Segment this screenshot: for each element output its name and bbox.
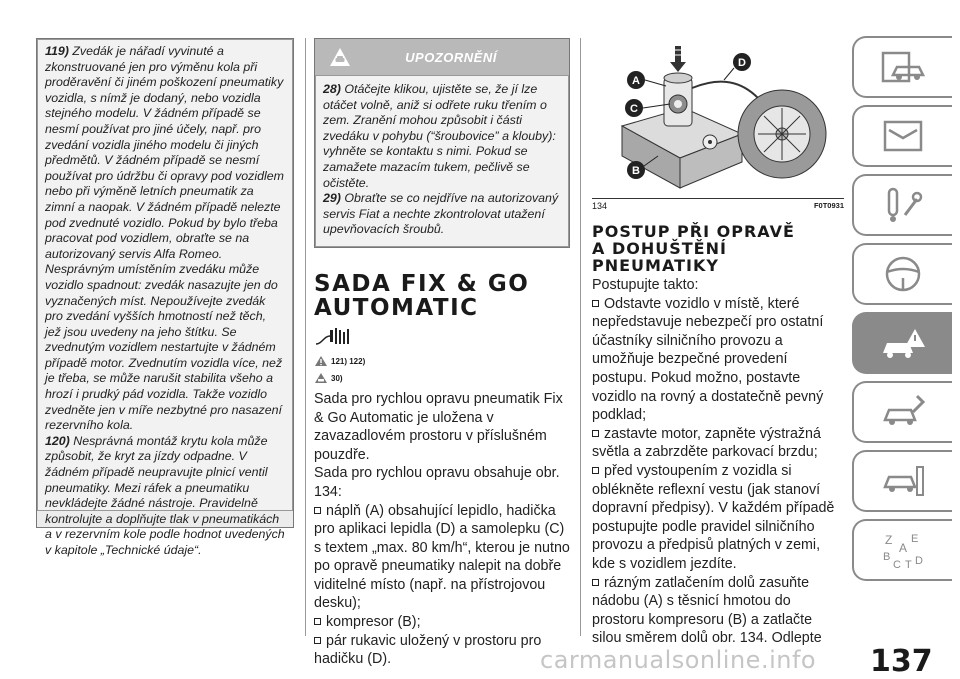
- note-number: 119): [45, 44, 69, 58]
- label-c: C: [630, 103, 638, 115]
- car-manual-icon: [879, 47, 927, 87]
- index-letters-icon: [879, 530, 927, 570]
- note-text: Otáčejte klikou, ujistěte se, že jí lze otáčet volně, aniž si odřete ruku třením o zem. Zranění mohou způsobit i části zvedáku v pohybu (“šroubovice” a klouby): vyhněte se kontaktu s nimi. Pokud se zamažete mazacím tukem, pečlivě se očistěte.: [323, 82, 556, 190]
- note-number: 29): [323, 191, 341, 206]
- bullet-square: [314, 618, 321, 625]
- tab-index[interactable]: [852, 519, 952, 581]
- index-letter: E: [911, 533, 919, 545]
- bullet-square: [592, 300, 599, 307]
- upozorneni-content: [315, 75, 569, 247]
- tab-steering-wheel[interactable]: [852, 243, 952, 305]
- column-divider: [305, 38, 306, 636]
- index-letter: B: [883, 551, 891, 563]
- note-119: [45, 44, 285, 434]
- upozorneni-title: UPOZORNĚNÍ: [405, 49, 497, 65]
- warning-triangle-icon: [314, 355, 328, 367]
- steering-wheel-icon: [879, 254, 927, 294]
- repair-body: [592, 276, 844, 648]
- figure-134: [592, 38, 844, 199]
- refs-row-b: [314, 370, 570, 387]
- upozorneni-header: [315, 39, 569, 75]
- note-120: [45, 434, 285, 559]
- fix-go-body: [314, 390, 570, 669]
- tab-key-safety[interactable]: [852, 174, 952, 236]
- wrench-car-icon: [879, 392, 927, 432]
- upozorneni-box: [314, 38, 570, 248]
- list-item: [592, 425, 844, 462]
- index-letter: Z: [885, 533, 893, 547]
- middle-column: [314, 38, 570, 669]
- bullet-square: [314, 637, 321, 644]
- tab-dashboard[interactable]: [852, 105, 952, 167]
- note-28: [323, 82, 561, 191]
- figure-number: 134: [592, 201, 608, 211]
- index-letter: C: [893, 559, 901, 570]
- list-text: pár rukavic uložený v prostoru pro hadičku (D).: [314, 632, 542, 668]
- label-b: B: [632, 165, 640, 177]
- title-line: AUTOMATIC: [314, 294, 479, 321]
- figure-caption: [592, 201, 844, 211]
- list-item: [592, 574, 844, 648]
- paragraph: Sada pro rychlou opravu pneumatik Fix & Go Automatic je uložena v zavazadlovém prostoru v příslušném pouzdře.: [314, 390, 563, 463]
- title-line: POSTUP PŘI OPRAVĚ: [592, 222, 795, 241]
- bullet-square: [592, 430, 599, 437]
- dashboard-gauge-icon: [879, 116, 927, 156]
- tab-emergency[interactable]: [852, 312, 952, 374]
- note-number: 28): [323, 82, 341, 96]
- list-text: kompresor (B);: [326, 614, 421, 631]
- left-column: [36, 38, 294, 557]
- bullet-square: [314, 507, 321, 514]
- tab-car-manual[interactable]: [852, 36, 952, 98]
- title-line: A DOHUŠTĚNÍ: [592, 239, 727, 258]
- figure-code: F0T0931: [813, 201, 844, 210]
- label-a: A: [632, 75, 640, 87]
- tab-specs[interactable]: [852, 450, 952, 512]
- list-item: [314, 502, 570, 614]
- bullet-square: [592, 467, 599, 474]
- list-item: [314, 613, 570, 632]
- section-title-repair: [592, 223, 844, 274]
- title-line: SADA FIX & GO: [314, 270, 530, 297]
- list-text: rázným zatlačením dolů zasuňte nádobu (A) s těsnicí hmotou do prostoru kompresoru (B) a zatlačte silou směrem dolů obr. 134. Odlepte: [592, 574, 822, 647]
- tab-maintenance[interactable]: [852, 381, 952, 443]
- fix-and-go-kit-illustration: [592, 38, 844, 198]
- title-line: PNEUMATIKY: [592, 256, 719, 275]
- warning-notes-box: [36, 38, 294, 557]
- list-text: zastavte motor, zapněte výstražná světla a zabrzděte parkovací brzdu;: [592, 425, 821, 461]
- index-letter: T: [905, 559, 912, 570]
- note-text: Nesprávná montáž krytu kola může způsobit, že kryt za jízdy odpadne. V žádném případě neupravujte plnicí ventil pneumatiky. Mezi ráfek a pneumatiku nevkládejte žádné nástroje. Pravidelně kontrolujte a doplňujte tlak v pneumatikách a v rezervním kole podle hodnot uvedených v kapitole „Technické údaje“.: [45, 433, 285, 557]
- watermark: carmanualsonline.info: [540, 646, 817, 674]
- right-column: [592, 38, 844, 648]
- warning-notes-content: [37, 39, 293, 557]
- chapter-tabs: [852, 36, 960, 588]
- emergency-car-icon: [879, 323, 927, 363]
- label-d: D: [738, 57, 746, 69]
- refs-text: 121) 122): [331, 356, 366, 366]
- bullet-square: [592, 579, 599, 586]
- paragraph: Postupujte takto:: [592, 277, 699, 293]
- note-number: 120): [45, 433, 70, 448]
- list-item: [592, 295, 844, 425]
- note-29: [323, 191, 561, 238]
- index-letter: D: [915, 555, 923, 567]
- refs-row-a: [314, 353, 570, 370]
- key-safety-icon: [879, 185, 927, 225]
- list-text: před vystoupením z vozidla si oblékněte reflexní vestu (jak stanoví dopravní předpisy). V každém případě postupujte podle pravidel silničního provozu a předpisů platných v zemi, kde s vozidlem jezdíte.: [592, 462, 835, 572]
- list-text: Odstavte vozidlo v místě, které nepředstavuje nebezpečí pro ostatní účastníky silničního provozu a umožňuje bezpečné provedení postupu. Pokud možno, postavte vozidlo na rovný a dostatečně pevný podklad;: [592, 295, 824, 424]
- caution-car-icon: [314, 372, 328, 384]
- warning-car-icon: [329, 47, 351, 67]
- column-divider: [580, 38, 581, 636]
- section-title-fix-go: [314, 272, 570, 320]
- page-number: 137: [870, 644, 933, 679]
- index-letter: A: [899, 541, 908, 555]
- list-item: [592, 462, 844, 574]
- list-text: náplň (A) obsahující lepidlo, hadička pro aplikaci lepidla (D) a samolepku (C) s textem „max. 80 km/h“, kterou je nutno po opravě pneumatiky nalepit na dobře viditelné místo (např. na přístrojovou desku);: [314, 502, 570, 612]
- note-text: Obraťte se co nejdříve na autorizovaný servis Fiat a nechte zkontrolovat utažení upevňovacích šroubů.: [323, 191, 559, 237]
- list-item: [314, 632, 570, 669]
- refs-text: 30): [331, 373, 343, 383]
- specs-car-icon: [879, 461, 927, 501]
- tyre-kit-icon: [314, 326, 354, 348]
- note-text: Zvedák je nářadí vyvinuté a zkonstruované jen pro výměnu kola při proděravění či jiném poškození pneumatiky vozidla, s nímž je dodaný, nebo vozidla stejného modelu. V žádném případě se nesmí používat pro jiné účely, např. pro zvedání vozidla jiného modelu či jiných předmětů. V žádném případě se nesmí používat pro údržbu či opravy pod vozidlem nebo při výměně letních pneumatik za zimní a naopak. V žádném případě nelezte pod zvednuté vozidlo. Pokud by bylo třeba pracovat pod vozidlem, obraťte se na autorizovaný servis Alfa Romeo. Nesprávným umístěním zvedáku může vozidlo spadnout: zvedák nasazujte jen do vyznačených míst. Nepoužívejte zvedák pro zvedání vyšších hmotností než těch, jež jsou uvedeny na jeho štítku. Se zvednutým vozidlem nestartujte v žádném případě motor. Zvednutím vozidla více, než je třeba, se může narušit stabilita všeho a hrozí i prudký pád vozidla. Takže vozidlo zvedněte jen v míře nezbytné pro nasazení rezervního kola.: [45, 44, 284, 433]
- paragraph: Sada pro rychlou opravu obsahuje obr. 134:: [314, 465, 560, 500]
